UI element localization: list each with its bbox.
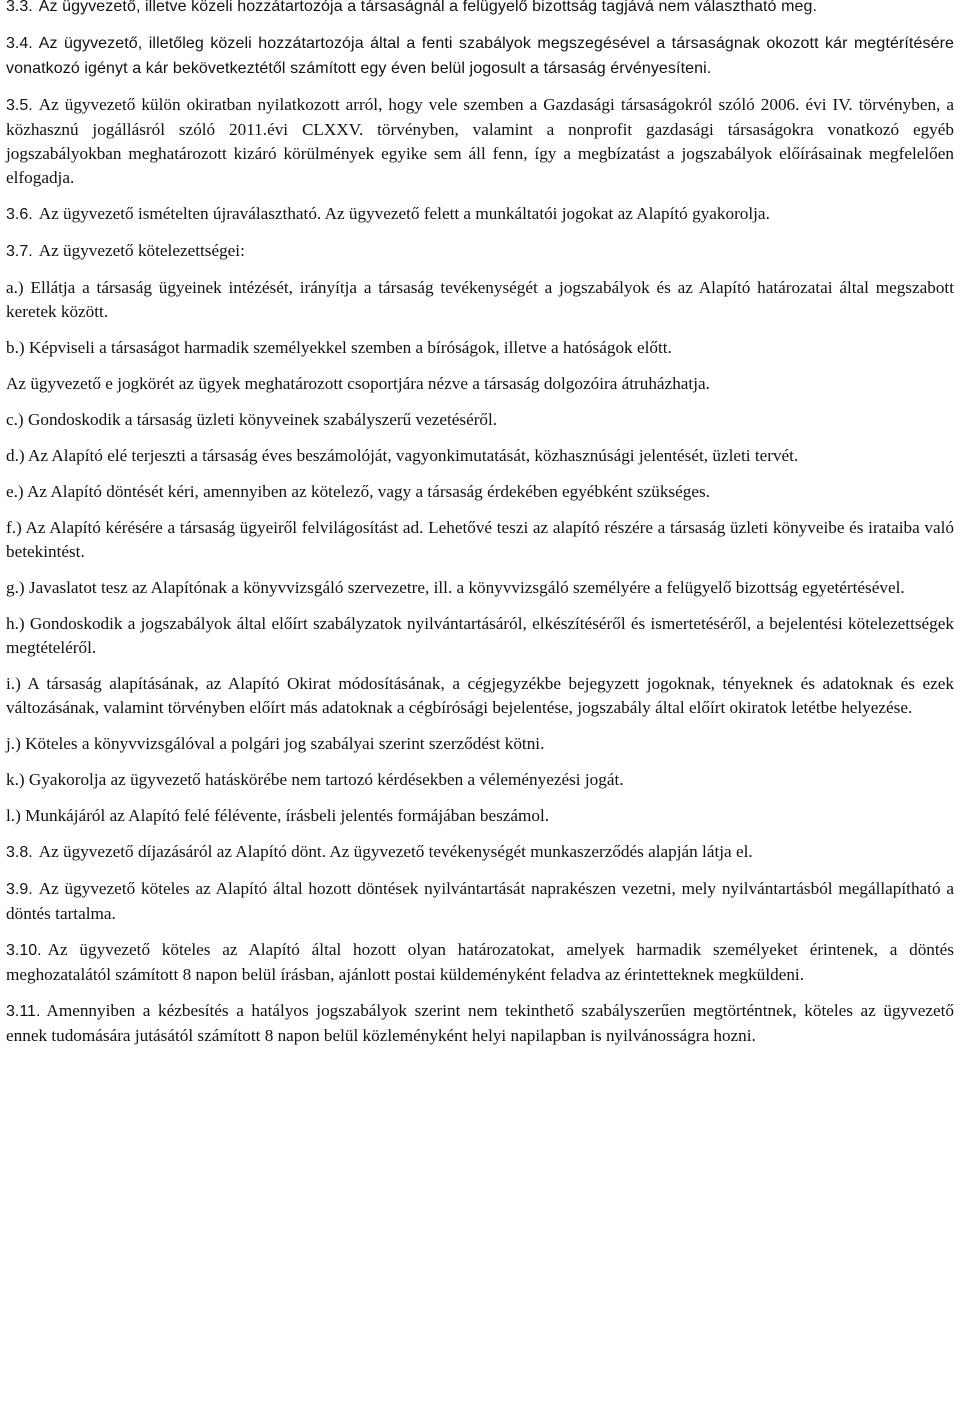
paragraph-text: c.) Gondoskodik a társaság üzleti könyveinek szabályszerű vezetéséről.	[6, 410, 498, 429]
duty-item-l	[6, 804, 954, 828]
paragraph-text: k.) Gyakorolja az ügyvezető hatáskörébe nem tartozó kérdésekben a véleményezési jogát.	[6, 770, 624, 789]
paragraph-3-9	[6, 877, 954, 926]
paragraph-text: Az ügyvezető e jogkörét az ügyek meghatározott csoportjára nézve a társaság dolgozóira átruházhatja.	[6, 374, 710, 393]
paragraph-3-10	[6, 938, 954, 987]
paragraph-text: Az ügyvezető köteles az Alapító által hozott döntések nyilvántartását naprakészen vezetni, mely nyilvántartásból megállapítható a döntés tartalma.	[6, 879, 954, 923]
paragraph-number: 3.9.	[6, 881, 33, 898]
paragraph-number: 3.4.	[6, 35, 33, 52]
paragraph-3-5	[6, 93, 954, 190]
paragraph-3-8	[6, 840, 954, 865]
duty-item-d	[6, 444, 954, 468]
paragraph-number: 3.11.	[6, 1003, 41, 1020]
duty-item-c	[6, 408, 954, 432]
paragraph-text: Az ügyvezető külön okiratban nyilatkozott arról, hogy vele szemben a Gazdasági társaságokról szóló 2006. évi IV. törvényben, a közhasznú jogállásról szóló 2011.évi CLXXV. törvényben, valamint a nonprofit gazdasági társaságokra vonatkozó egyéb jogszabályokban meghatározott kizáró körülmények egyike sem áll fenn, így a megbízatást a jogszabályok előírásainak megfelelően elfogadja.	[6, 95, 954, 187]
paragraph-text: g.) Javaslatot tesz az Alapítónak a könyvvizsgáló szervezetre, ill. a könyvvizsgáló személyére a felügyelő bizottság egyetértésével.	[6, 578, 905, 597]
paragraph-text: d.) Az Alapító elé terjeszti a társaság éves beszámolóját, vagyonkimutatását, közhasznúsági jelentését, üzleti tervét.	[6, 446, 799, 465]
paragraph-text: b.) Képviseli a társaságot harmadik személyekkel szemben a bíróságok, illetve a hatóságok előtt.	[6, 338, 672, 357]
paragraph-text: j.) Köteles a könyvvizsgálóval a polgári jog szabályai szerint szerződést kötni.	[6, 734, 545, 753]
duty-item-a	[6, 276, 954, 324]
duty-item-j	[6, 732, 954, 756]
paragraph-text: Az ügyvezető díjazásáról az Alapító dönt. Az ügyvezető tevékenységét munkaszerződés alapján látja el.	[38, 842, 753, 861]
duty-item-i	[6, 672, 954, 720]
paragraph-3-6	[6, 202, 954, 227]
paragraph-text: Az ügyvezető köteles az Alapító által hozott olyan határozatokat, amelyek harmadik személyeket érintenek, a döntés meghozatalától számított 8 napon belül írásban, ajánlott postai küldeményként feladva az érintetteknek megküldeni.	[6, 940, 954, 984]
duty-item-k	[6, 768, 954, 792]
duty-item-g	[6, 576, 954, 600]
duty-item-b-note	[6, 372, 954, 396]
duty-item-b	[6, 336, 954, 360]
paragraph-text: i.) A társaság alapításának, az Alapító Okirat módosításának, a cégjegyzékbe bejegyzett jogoknak, tényeknek és adatoknak és ezek változásának, valamint törvényben előírt más adatoknak a cégbírósági bejelentése, jogszabály által előírt okiratok letétbe helyezése.	[6, 674, 954, 717]
paragraph-text: e.) Az Alapító döntését kéri, amennyiben az kötelező, vagy a társaság érdekében egyébként szükséges.	[6, 482, 710, 501]
paragraph-3-4	[6, 31, 954, 81]
paragraph-3-7	[6, 239, 954, 264]
paragraph-text: l.) Munkájáról az Alapító felé félévente, írásbeli jelentés formájában beszámol.	[6, 806, 550, 825]
paragraph-text: a.) Ellátja a társaság ügyeinek intézését, irányítja a társaság tevékenységét a jogszabályok és az Alapító határozatai által megszabott keretek között.	[6, 278, 954, 321]
paragraph-number: 3.8.	[6, 844, 33, 861]
paragraph-text: h.) Gondoskodik a jogszabályok által előírt szabályzatok nyilvántartásáról, elkészítéséről és ismertetéséről, a bejelentési kötelezettségek megtételéről.	[6, 614, 954, 657]
duty-item-h	[6, 612, 954, 660]
paragraph-number: 3.5.	[6, 97, 33, 114]
paragraph-text: Az ügyvezető ismételten újraválasztható. Az ügyvezető felett a munkáltatói jogokat az Alapító gyakorolja.	[38, 204, 770, 223]
paragraph-number: 3.10.	[6, 942, 42, 959]
paragraph-number: 3.6.	[6, 206, 33, 223]
paragraph-number: 3.7.	[6, 243, 33, 260]
duty-item-f	[6, 516, 954, 564]
duty-item-e	[6, 480, 954, 504]
paragraph-text: Az ügyvezető, illetőleg közeli hozzátartozója által a fenti szabályok megszegésével a társaságnak okozott kár megtérítésére vonatkozó igényt a kár bekövetkeztétől számított egy éven belül jogosult a társaság érvényesíteni.	[6, 35, 954, 77]
paragraph-3-3	[6, 0, 954, 19]
paragraph-number: 3.3.	[6, 0, 33, 15]
paragraph-text: Az ügyvezető, illetve közeli hozzátartozója a társaságnál a felügyelő bizottság tagjává nem választható meg.	[38, 0, 818, 15]
paragraph-text: f.) Az Alapító kérésére a társaság ügyeiről felvilágosítást ad. Lehetővé teszi az alapító részére a társaság üzleti könyveibe és irataiba való betekintést.	[6, 518, 954, 561]
paragraph-3-11	[6, 999, 954, 1048]
paragraph-text: Az ügyvezető kötelezettségei:	[38, 241, 245, 260]
paragraph-text: Amennyiben a kézbesítés a hatályos jogszabályok szerint nem tekinthető szabályszerűen megtörténtnek, köteles az ügyvezető ennek tudomására jutásától számított 8 napon belül közleményként helyi napilapban is nyilvánosságra hozni.	[6, 1001, 954, 1045]
